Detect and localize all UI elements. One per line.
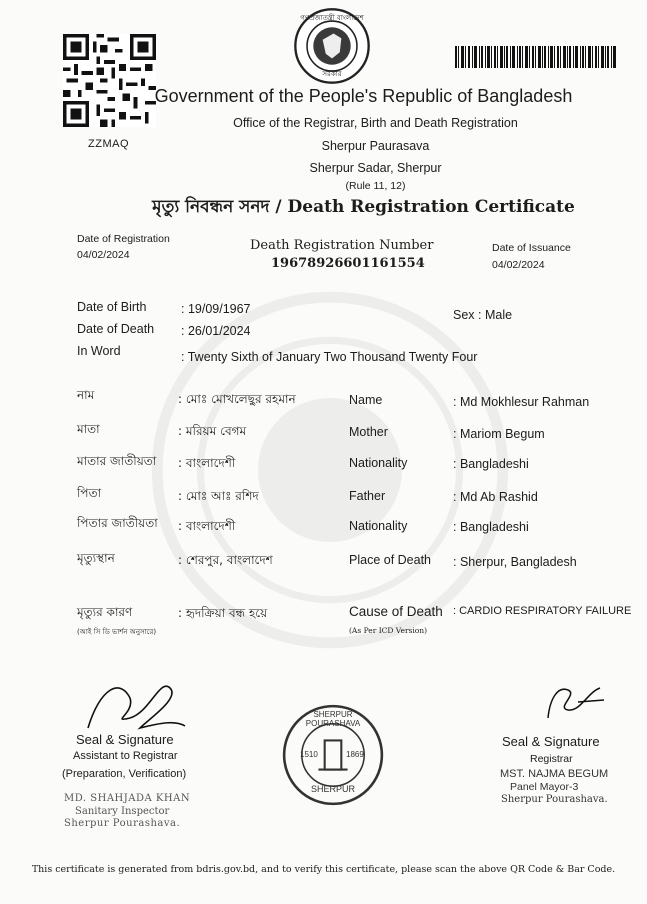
right-stamp-org: Sherpur Pourashava. (501, 794, 608, 805)
seal-top-text: SHERPUR POURASHAVA (305, 710, 361, 728)
date-of-birth-value: : 19/09/1967 (181, 302, 251, 316)
bn-label-father: পিতা (77, 486, 102, 500)
sex-value: Sex : Male (453, 308, 513, 322)
date-of-issuance-label: Date of Issuance (492, 242, 571, 254)
in-word-label: In Word (77, 344, 121, 358)
paurasava-name: Sherpur Paurasava (321, 139, 430, 153)
signature-registrar (538, 678, 608, 726)
cause-of-death-label: Cause of Death (349, 604, 443, 619)
bn-label-place-of-death: মৃত্যুস্থান (77, 551, 115, 565)
certificate-title: মৃত্যু নিবন্ধন সনদ / Death Registration Certificate (152, 197, 575, 217)
date-of-registration: 04/02/2024 (77, 249, 130, 261)
mother-label: Mother (349, 425, 388, 439)
left-signature-task: (Preparation, Verification) (62, 768, 187, 780)
date-of-issuance: 04/02/2024 (492, 259, 545, 271)
father-value: : Md Ab Rashid (453, 490, 538, 504)
bn-sub-cause-of-death: (আই সি ডি ভার্শন অনুসারে) (77, 628, 157, 636)
left-signature-role: Assistant to Registrar (73, 750, 178, 762)
right-signature-title: Seal & Signature (502, 734, 600, 749)
mother-nationality-label: Nationality (349, 456, 408, 470)
father-nationality-label: Nationality (349, 519, 408, 533)
government-title: Government of the People's Republic of Bangladesh (154, 86, 573, 106)
signature-assistant-registrar (80, 668, 190, 740)
right-stamp-role: Panel Mayor-3 (510, 781, 579, 793)
left-signature-title: Seal & Signature (76, 732, 174, 747)
cause-of-death-sub: (As Per ICD Version) (349, 626, 428, 635)
left-stamp-name: MD. SHAHJADA KHAN (64, 793, 191, 804)
left-stamp-org: Sherpur Pourashava. (64, 818, 181, 829)
right-signature-role: Registrar (530, 753, 573, 765)
death-registration-number-label: Death Registration Number (250, 238, 434, 253)
date-of-registration-label: Date of Registration (77, 233, 170, 245)
bn-label-father-nationality: পিতার জাতীয়তা (77, 516, 158, 530)
cause-of-death-value: : CARDIO RESPIRATORY FAILURE (453, 605, 632, 617)
bn-value-mother-nationality: : বাংলাদেশী (178, 456, 236, 470)
place-of-death-label: Place of Death (349, 553, 431, 567)
father-nationality-value: : Bangladeshi (453, 520, 529, 534)
seal-year-right: 1869 (346, 750, 364, 759)
office-name: Office of the Registrar, Birth and Death Registration (233, 116, 518, 130)
in-word-value: : Twenty Sixth of January Two Thousand Twenty Four (181, 350, 478, 364)
father-label: Father (349, 489, 386, 503)
rule-reference: (Rule 11, 12) (345, 180, 406, 192)
date-of-death-value: : 26/01/2024 (181, 324, 251, 338)
bn-label-mother-nationality: মাতার জাতীয়তা (77, 454, 157, 468)
seal-bottom-text: SHERPUR (310, 784, 355, 794)
name-label: Name (349, 393, 383, 407)
mother-nationality-value: : Bangladeshi (453, 457, 529, 471)
barcode (455, 46, 617, 68)
right-stamp-name: MST. NAJMA BEGUM (500, 768, 609, 780)
footer-note: This certificate is generated from bdris.gov.bd, and to verify this certificate, please scan the above QR Code & Bar Code. (31, 864, 616, 875)
qr-code-text: ZZMAQ (88, 138, 129, 150)
date-of-birth-label: Date of Birth (77, 300, 147, 314)
bn-value-mother: : মরিয়ম বেগম (178, 424, 247, 438)
bn-value-cause-of-death: : হৃদক্রিয়া বন্ধ হয়ে (178, 606, 268, 620)
bn-value-place-of-death: : শেরপুর, বাংলাদেশ (178, 553, 273, 567)
qr-code (63, 34, 156, 127)
name-value: : Md Mokhlesur Rahman (453, 395, 590, 409)
bn-label-mother: মাতা (77, 422, 100, 436)
date-of-death-label: Date of Death (77, 322, 155, 336)
place-of-death-value: : Sherpur, Bangladesh (453, 555, 577, 569)
seal-text-bottom: সরকার (322, 70, 342, 78)
left-stamp-role: Sanitary Inspector (75, 806, 170, 817)
seal-text-top: গণপ্রজাতন্ত্রী বাংলাদেশ (300, 14, 364, 22)
mother-value: : Mariom Begum (453, 427, 545, 441)
bn-value-father-nationality: : বাংলাদেশী (178, 519, 236, 533)
bn-label-name: নাম (77, 388, 95, 402)
seal-year-left: 1510 (300, 750, 318, 759)
death-registration-number: 19678926601161554 (271, 256, 425, 271)
office-location: Sherpur Sadar, Sherpur (309, 161, 442, 175)
bn-label-cause-of-death: মৃত্যুর কারণ (77, 605, 133, 619)
bn-value-name: : মোঃ মোখলেছুর রহমান (178, 392, 296, 406)
bn-value-father: : মোঃ আঃ রশিদ (178, 489, 259, 503)
